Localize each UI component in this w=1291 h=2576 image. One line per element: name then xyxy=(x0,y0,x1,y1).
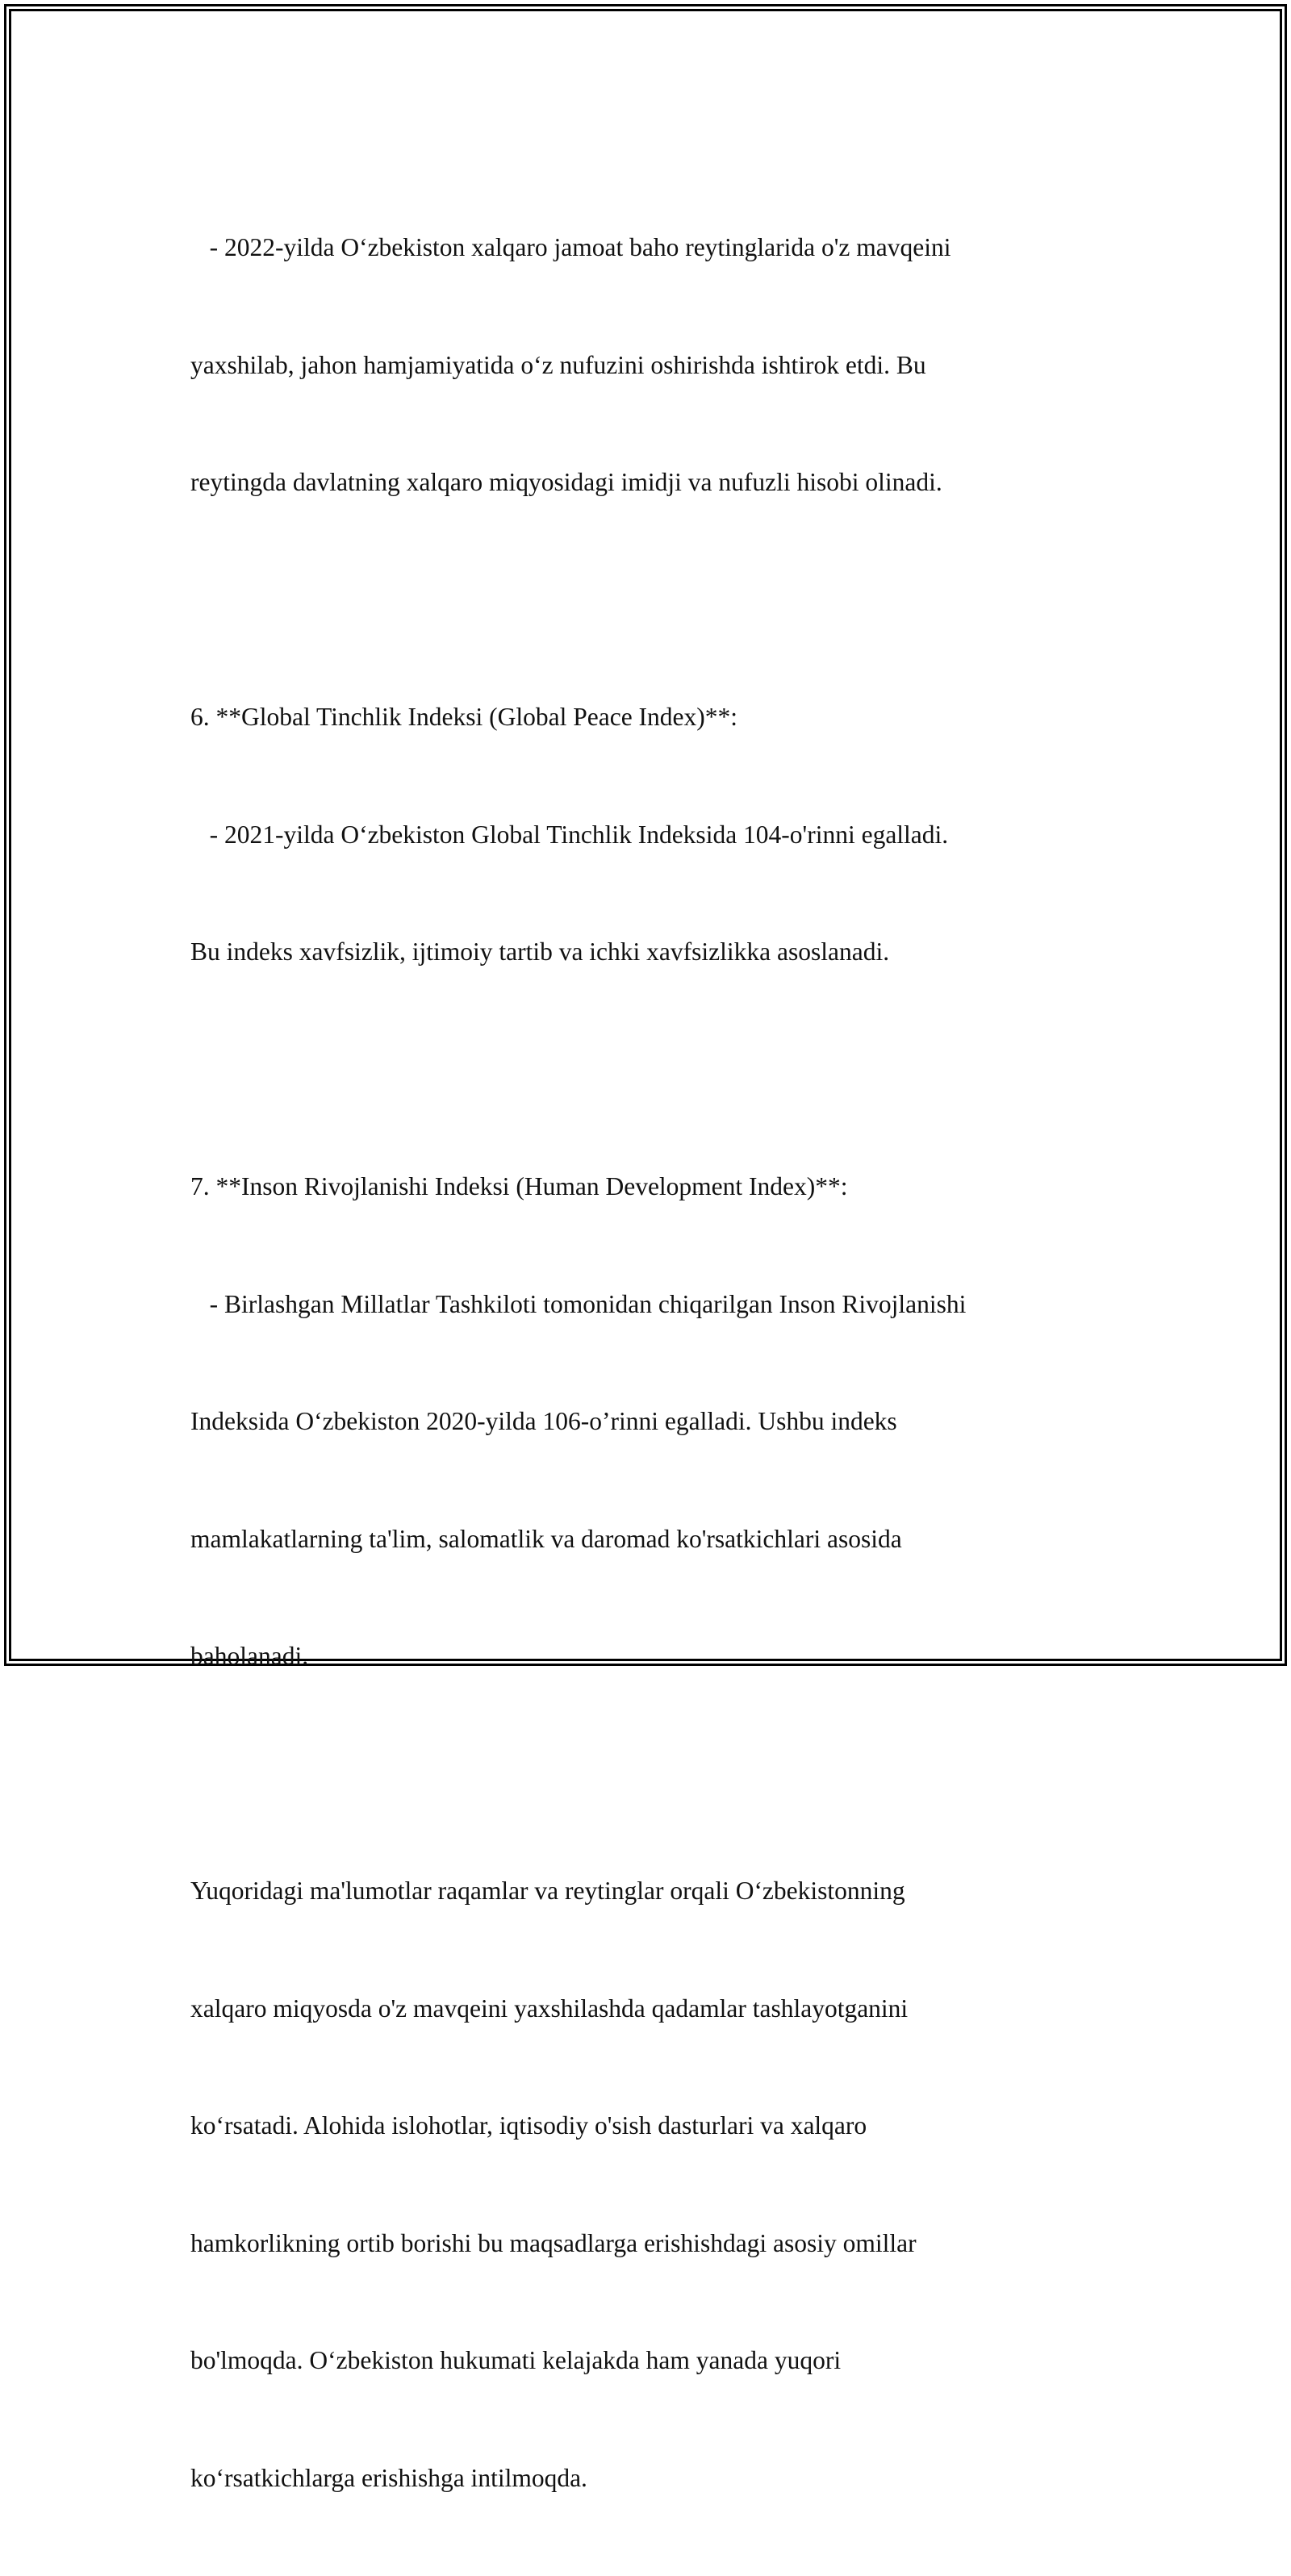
text-line: mamlakatlarning ta'lim, salomatlik va daromad ko'rsatkichlari asosida xyxy=(190,1524,902,1553)
text-line: ko‘rsatkichlarga erishishga intilmoqda. xyxy=(190,2463,587,2492)
document-body xyxy=(190,150,1118,2576)
text-line: ko‘rsatadi. Alohida islohotlar, iqtisodiy o'sish dasturlari va xalqaro xyxy=(190,2111,867,2140)
text-line: - Birlashgan Millatlar Tashkiloti tomonidan chiqarilgan Inson Rivojlanishi xyxy=(190,1289,967,1318)
text-line: - 2021-yilda O‘zbekiston Global Tinchlik Indeksida 104-o'rinni egalladi. xyxy=(190,820,949,849)
list-item-heading: 7. **Inson Rivojlanishi Indeksi (Human Development Index)**: xyxy=(190,1172,848,1200)
paragraph-conclusion xyxy=(190,1793,1118,2576)
text-line: Bu indeks xavfsizlik, ijtimoiy tartib va ichki xavfsizlikka asoslanadi. xyxy=(190,937,890,966)
list-item-heading: 6. **Global Tinchlik Indeksi (Global Peace Index)**: xyxy=(190,703,738,731)
paragraph-human-development-index xyxy=(190,1089,1118,1755)
text-line: xalqaro miqyosda o'z mavqeini yaxshilashda qadamlar tashlayotganini xyxy=(190,1994,909,2023)
paragraph-reputation-rating xyxy=(190,150,1118,581)
text-line: reytingda davlatning xalqaro miqyosidagi imidji va nufuzli hisobi olinadi. xyxy=(190,468,942,496)
text-line: baholanadi. xyxy=(190,1642,309,1670)
paragraph-spacer xyxy=(190,1755,1118,1794)
paragraph-global-peace-index xyxy=(190,620,1118,1050)
text-line: hamkorlikning ortib borishi bu maqsadlarga erishishdagi asosiy omillar xyxy=(190,2228,917,2257)
text-line: Yuqoridagi ma'lumotlar raqamlar va reytinglar orqali O‘zbekistonning xyxy=(190,1877,905,1905)
text-line: yaxshilab, jahon hamjamiyatida o‘z nufuzini oshirishda ishtirok etdi. Bu xyxy=(190,350,926,379)
text-line: bo'lmoqda. O‘zbekiston hukumati kelajakda ham yanada yuqori xyxy=(190,2346,842,2374)
text-line: Indeksida O‘zbekiston 2020-yilda 106-o’rinni egalladi. Ushbu indeks xyxy=(190,1407,897,1435)
paragraph-spacer xyxy=(190,1050,1118,1090)
paragraph-spacer xyxy=(190,581,1118,620)
text-line: - 2022-yilda O‘zbekiston xalqaro jamoat baho reytinglarida o'z mavqeini xyxy=(190,233,951,261)
